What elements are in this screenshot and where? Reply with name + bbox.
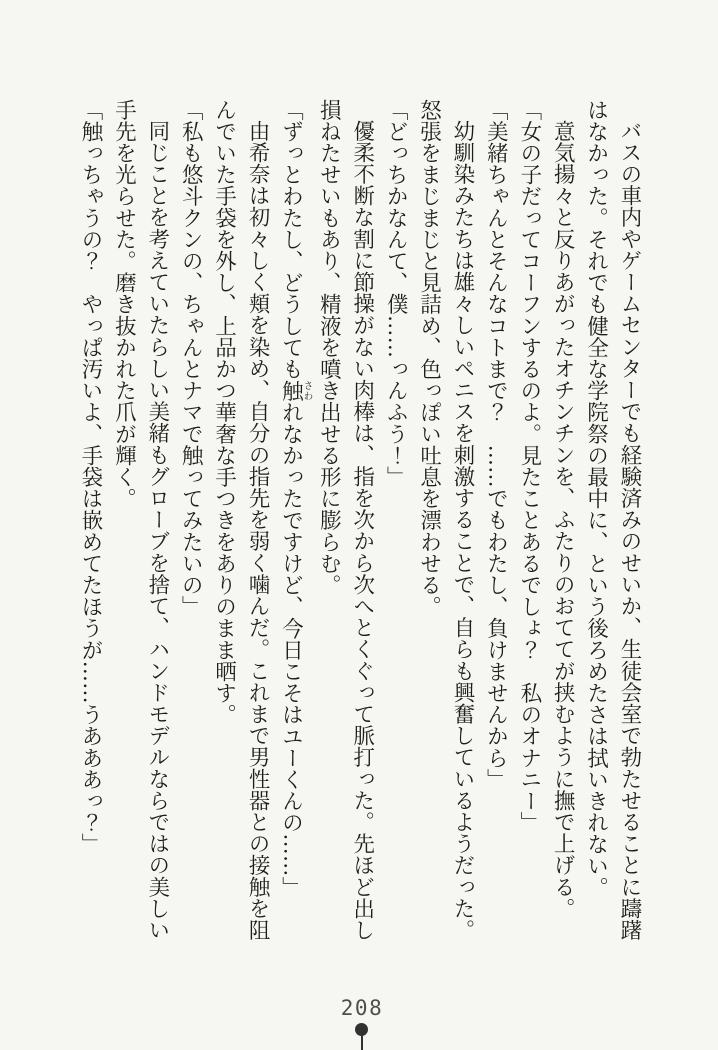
narration-paragraph: 優柔不断な割に節操がない肉棒は、指を次から次へとくぐって脈打った。先ほど出し損ねたせいもあり、精液を噴き出せる形に膨らむ。	[316, 99, 375, 942]
narration-paragraph: 幼馴染みたちは雄々しいペニスを刺激することで、自らも興奮しているようだった。怒張をまじまじと見詰め、色っぽい吐息を漂わせる。	[416, 99, 475, 942]
body-text	[74, 99, 646, 961]
narration-paragraph: バスの車内やゲームセンターでも経験済みのせいか、生徒会室で勃たせることに躊躇はなかった。それでも健全な学院祭の最中に、という後ろめたさは拭いきれない。	[583, 99, 642, 942]
page-number: 208	[340, 996, 384, 1020]
folio-line-ornament	[361, 1034, 363, 1050]
dialogue-paragraph: 「触っちゃうの？ やっぱ汚いよ、手袋は嵌めてたほうが……うあああっ？」	[78, 99, 103, 855]
dialogue-paragraph: 「女の子だってコーフンするのよ。見たことあるでしょ？ 私のオナニー」	[516, 99, 542, 834]
narration-paragraph: 意気揚々と反りあがったオチンチンを、ふたりのおててが挟むように撫で上げる。	[550, 120, 576, 920]
dialogue-paragraph: 「美緒ちゃんとそんなコトまで？ ……でもわたし、負けませんから」	[483, 99, 509, 791]
dialogue-paragraph: 「ずっとわたし、どうしても触さわれなかったですけど、今日こそはユーくんの……」	[278, 99, 313, 899]
narration-paragraph: 由希奈は初々しく頬を染め、自分の指先を弱く噛んだ。これまで男性器との接触を阻んでいた手袋を外し、上品かつ華奢な手つきをありのまま晒す。	[211, 99, 271, 942]
narration-paragraph: 同じことを考えていたらしい美緒もグローブを捨て、ハンドモデルならではの美しい手先を光らせた。磨き抜かれた爪が輝く。	[111, 99, 170, 942]
dialogue-paragraph: 「私も悠斗クンの、ちゃんとナマで触ってみたいの」	[178, 99, 204, 618]
dialogue-paragraph: 「どっちかなんて、僕……っんふう！」	[383, 99, 409, 488]
ruby-annotated-text: 触さわ	[278, 379, 313, 402]
